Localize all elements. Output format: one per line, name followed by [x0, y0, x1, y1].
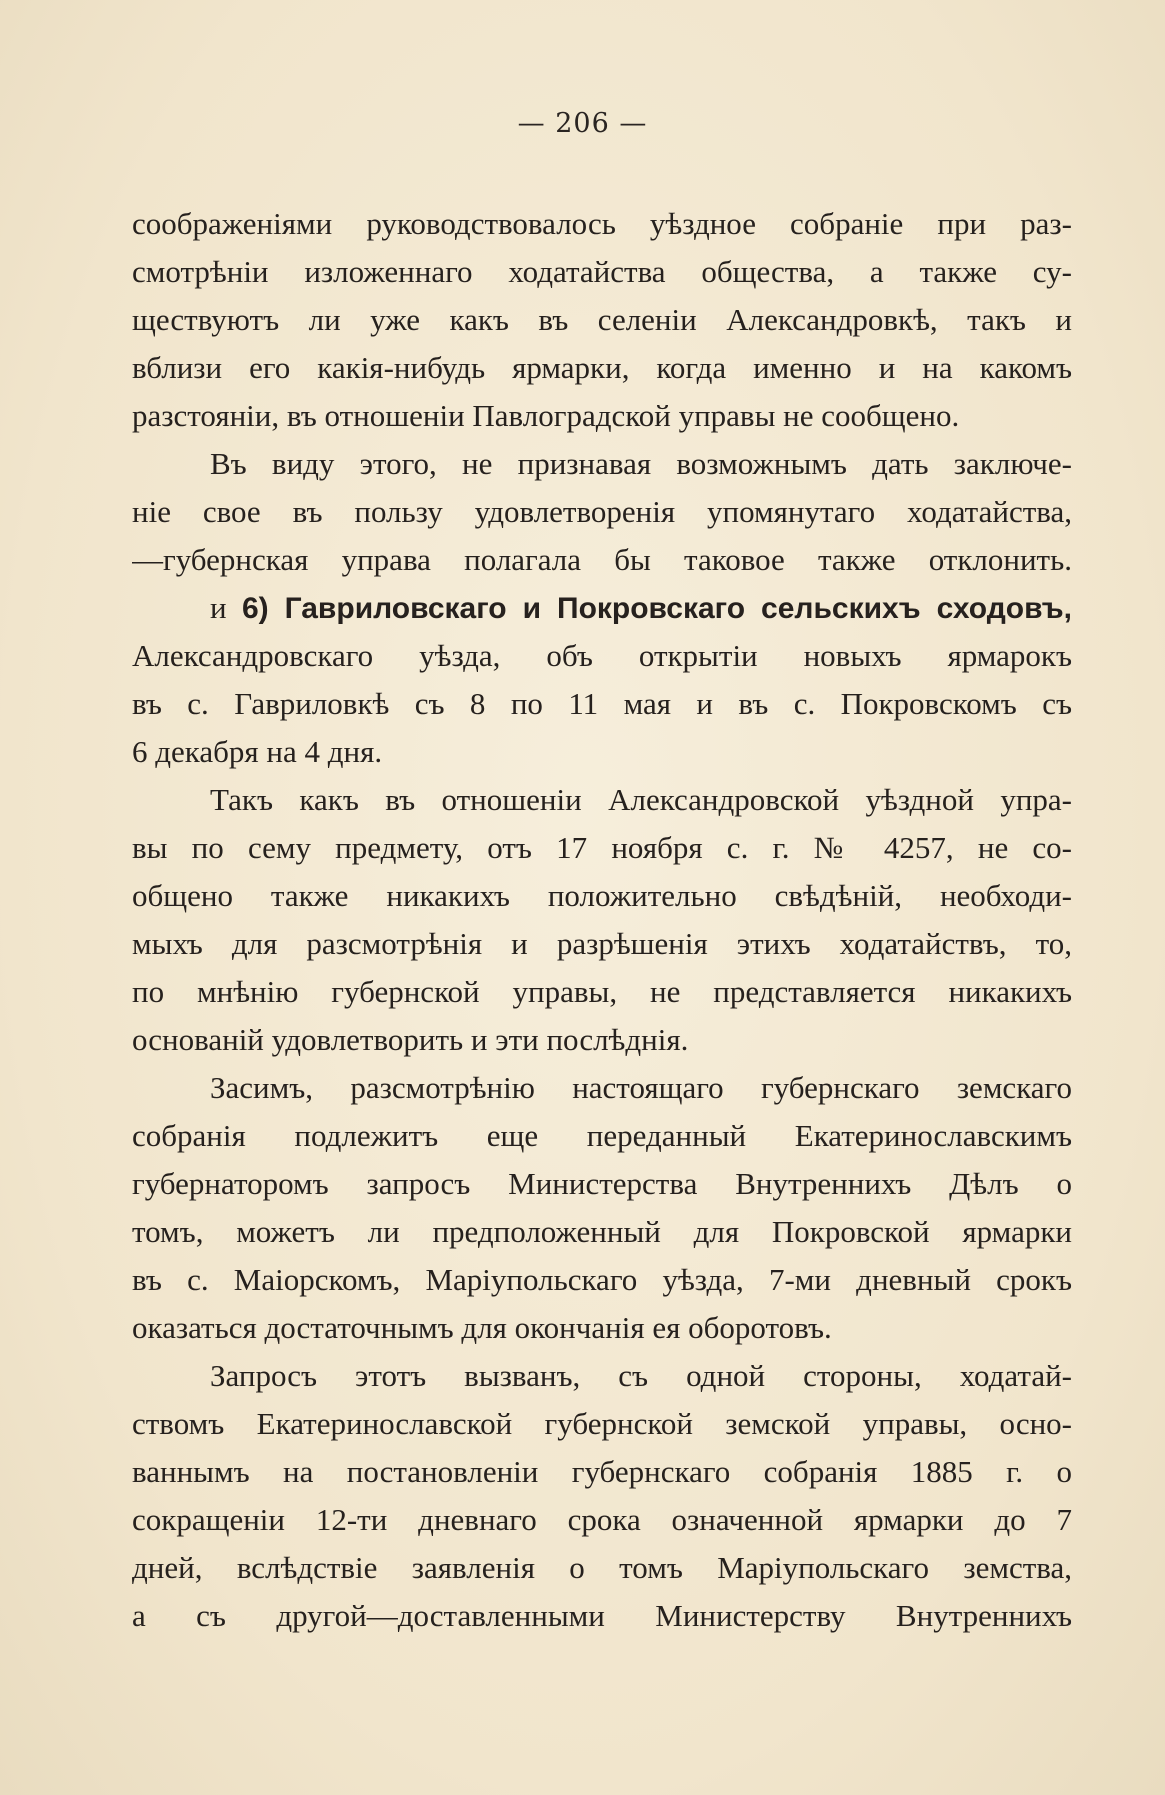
text-line: дней, вслѣдствіе заявленія о томъ Маріупольскаго земства,	[132, 1550, 1072, 1585]
text-line: оказаться достаточнымъ для окончанія ея оборотовъ.	[132, 1310, 832, 1345]
paragraph-first-line: Въ виду этого, не признавая возможнымъ дать заключе-	[210, 446, 1072, 481]
text-line: сокращеніи 12-ти дневнаго срока означенной ярмарки до 7	[132, 1502, 1072, 1537]
text-line: мыхъ для разсмотрѣнія и разрѣшенія этихъ ходатайствъ, то,	[132, 926, 1072, 961]
text-line: вы по сему предмету, отъ 17 ноября с. г. № 4257, не со-	[132, 830, 1072, 865]
text-line: томъ, можетъ ли предположенный для Покровской ярмарки	[132, 1214, 1072, 1249]
text-line: ществуютъ ли уже какъ въ селеніи Александровкѣ, такъ и	[132, 302, 1072, 337]
text-line: основаній удовлетворить и эти послѣднія.	[132, 1022, 689, 1057]
text-line: общено также никакихъ положительно свѣдѣній, необходи-	[132, 878, 1072, 913]
text-line: разстояніи, въ отношеніи Павлоградской управы не сообщено.	[132, 398, 960, 433]
section-heading: 6) Гавриловскаго и Покровскаго сельскихъ сходовъ,	[241, 592, 1072, 625]
section-heading-line	[132, 584, 1072, 632]
body-text	[132, 200, 1072, 1640]
paragraph-first-line: Такъ какъ въ отношеніи Александровской уѣздной упра-	[210, 782, 1072, 817]
text-line: —губернская управа полагала бы таковое также отклонить.	[132, 542, 1072, 577]
text-line: по мнѣнію губернской управы, не представляется никакихъ	[132, 974, 1072, 1009]
text-line: соображеніями руководствовалось уѣздное собраніе при раз-	[132, 206, 1072, 241]
paragraph-first-line: Запросъ этотъ вызванъ, съ одной стороны, ходатай-	[210, 1358, 1072, 1393]
text-line: а съ другой—доставленными Министерству Внутреннихъ	[132, 1598, 1072, 1633]
text-line: ствомъ Екатеринославской губернской земской управы, осно-	[132, 1406, 1072, 1441]
text-line: Александровскаго уѣзда, объ открытіи новыхъ ярмарокъ	[132, 638, 1072, 673]
text-line: вблизи его какія-нибудь ярмарки, когда именно и на какомъ	[132, 350, 1072, 385]
text-line: 6 декабря на 4 дня.	[132, 734, 383, 769]
text-line: ніе свое въ пользу удовлетворенія упомянутаго ходатайства,	[132, 494, 1072, 529]
text-line: губернаторомъ запросъ Министерства Внутреннихъ Дѣлъ о	[132, 1166, 1072, 1201]
heading-prefix: и	[210, 590, 242, 625]
page-number: — 206 —	[517, 108, 648, 139]
text-line: ваннымъ на постановленіи губернскаго собранія 1885 г. о	[132, 1454, 1072, 1489]
paragraph-first-line: Засимъ, разсмотрѣнію настоящаго губернскаго земскаго	[210, 1070, 1072, 1105]
text-line: собранія подлежитъ еще переданный Екатеринославскимъ	[132, 1118, 1072, 1153]
text-line: въ с. Гавриловкѣ съ 8 по 11 мая и въ с. Покровскомъ съ	[132, 686, 1072, 721]
text-line: въ с. Маіорскомъ, Маріупольскаго уѣзда, 7-ми дневный срокъ	[132, 1262, 1072, 1297]
text-line: смотрѣніи изложеннаго ходатайства общества, а также су-	[132, 254, 1072, 289]
